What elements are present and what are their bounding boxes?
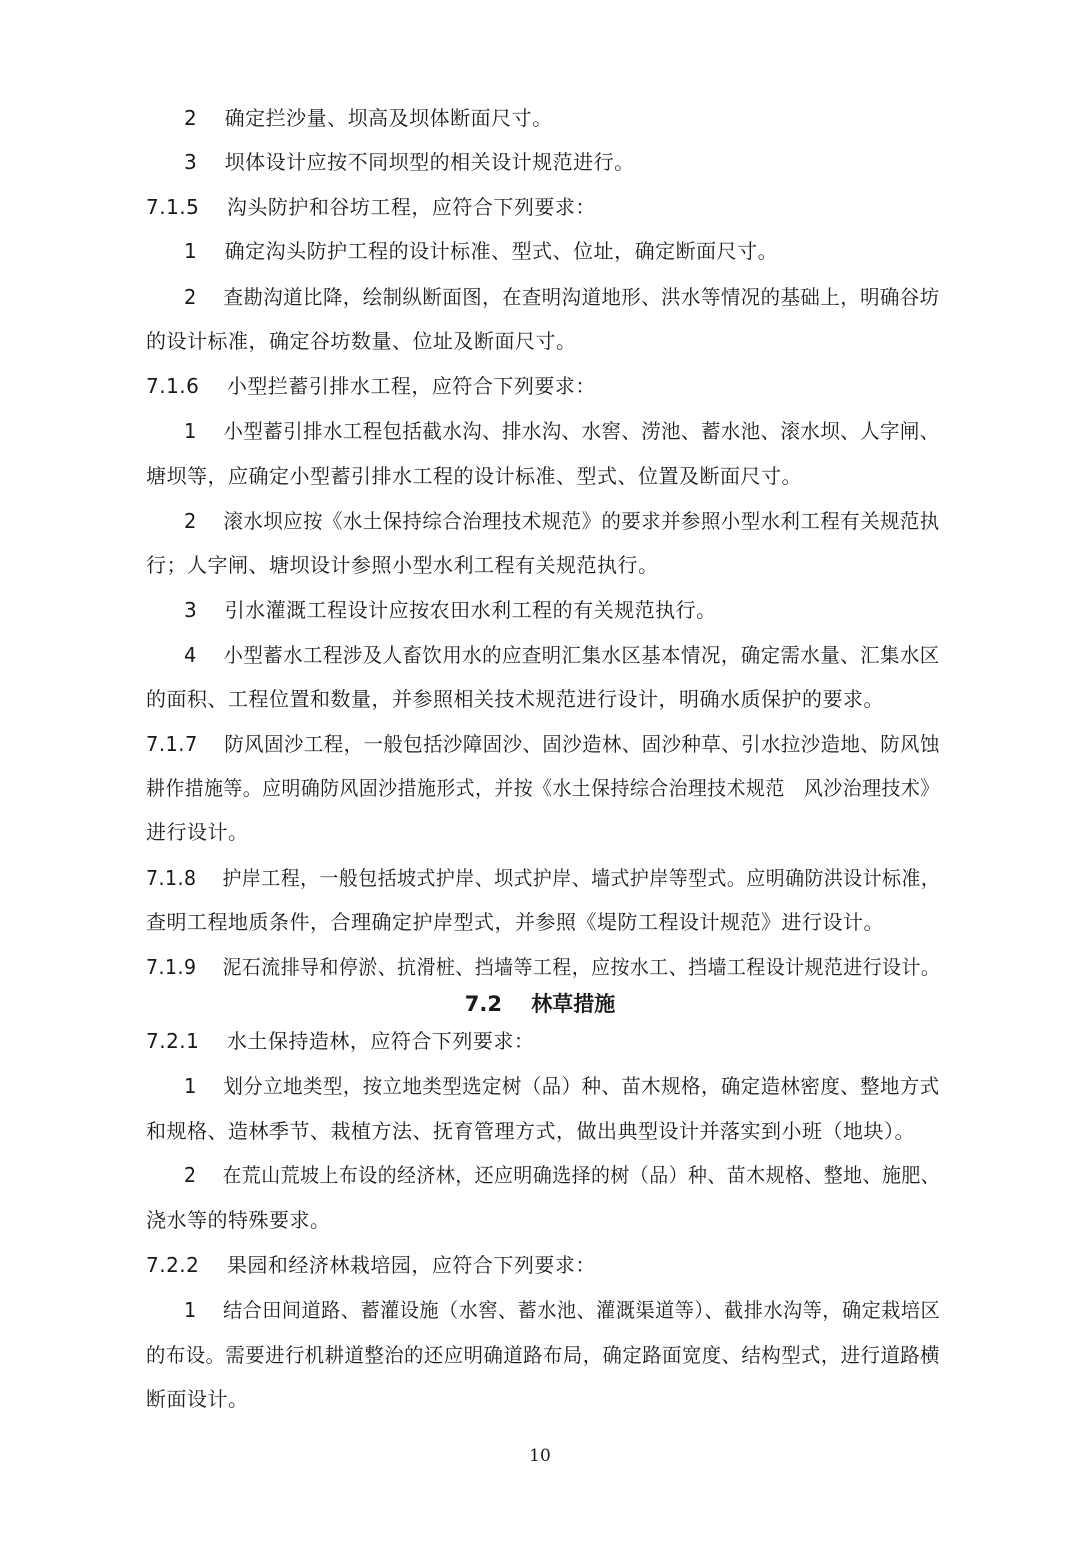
item-number: 2 (184, 1163, 197, 1187)
clause-number: 7.1.9 (146, 955, 197, 979)
clause (146, 732, 940, 756)
item-number: 3 (184, 598, 198, 622)
continuation-line: 浇水等的特殊要求。 (146, 1208, 331, 1232)
item-text: 小型蓄引排水工程包括截水沟、排水沟、水窖、涝池、蓄水池、滚水坝、人字闸、 (223, 419, 940, 443)
continuation-line: 耕作措施等。应明确防风固沙措施形式，并按《水土保持综合治理技术规范 风沙治理技术》 (146, 776, 940, 800)
clause-number: 7.1.5 (146, 195, 200, 219)
continuation-line: 的面积、工程位置和数量，并参照相关技术规范进行设计，明确水质保护的要求。 (146, 687, 884, 711)
item-text: 引水灌溉工程设计应按农田水利工程的有关规范执行。 (224, 598, 717, 622)
clause-number: 7.2.2 (146, 1253, 200, 1277)
clause-number: 7.1.7 (146, 732, 198, 756)
item-number: 1 (184, 239, 198, 263)
section-heading (0, 991, 1080, 1017)
list-item (184, 419, 940, 443)
list-item (184, 150, 635, 174)
item-number: 2 (184, 106, 198, 130)
item-number: 3 (184, 150, 198, 174)
list-item (184, 643, 940, 667)
clause-number: 7.2.1 (146, 1029, 200, 1053)
clause-text: 护岸工程，一般包括坡式护岸、坝式护岸、墙式护岸等型式。应明确防洪设计标准， (222, 866, 941, 890)
item-number: 1 (184, 1074, 197, 1098)
clause-text: 沟头防护和谷坊工程，应符合下列要求： (226, 195, 596, 219)
clause-text: 果园和经济林栽培园，应符合下列要求： (226, 1253, 596, 1277)
item-text: 确定沟头防护工程的设计标准、型式、位址，确定断面尺寸。 (224, 239, 779, 263)
continuation-line: 的布设。需要进行机耕道整治的还应明确道路布局，确定路面宽度、结构型式，进行道路横 (146, 1343, 940, 1367)
item-number: 1 (184, 1298, 197, 1322)
continuation-line: 行；人字闸、塘坝设计参照小型水利工程有关规范执行。 (146, 553, 659, 577)
continuation-line: 塘坝等，应确定小型蓄引排水工程的设计标准、型式、位置及断面尺寸。 (146, 464, 802, 488)
clause (146, 955, 940, 979)
item-text: 滚水坝应按《水土保持综合治理技术规范》的要求并参照小型水利工程有关规范执 (223, 509, 940, 533)
list-item (184, 285, 940, 309)
item-text: 划分立地类型，按立地类型选定树（品）种、苗木规格，确定造林密度、整地方式 (223, 1074, 940, 1098)
clause (146, 195, 596, 219)
continuation-line: 进行设计。 (146, 820, 249, 844)
clause (146, 1029, 534, 1053)
clause-text: 泥石流排导和停淤、抗滑桩、挡墙等工程，应按水工、挡墙工程设计规范进行设计。 (222, 955, 941, 979)
list-item (184, 106, 553, 130)
list-item (184, 239, 778, 263)
item-number: 2 (184, 285, 197, 309)
clause-text: 防风固沙工程，一般包括沙障固沙、固沙造林、固沙种草、引水拉沙造地、防风蚀 (224, 732, 940, 756)
clause-number: 7.1.6 (146, 374, 200, 398)
section-title: 林草措施 (531, 992, 616, 1016)
section-number: 7.2 (464, 992, 502, 1016)
clause (146, 1253, 596, 1277)
continuation-line: 和规格、造林季节、栽植方法、抚育管理方式，做出典型设计并落实到小班（地块）。 (146, 1119, 915, 1143)
clause (146, 374, 596, 398)
clause-number: 7.1.8 (146, 866, 197, 890)
item-text: 查勘沟道比降，绘制纵断面图，在查明沟道地形、洪水等情况的基础上，明确谷坊 (223, 285, 940, 309)
item-text: 坝体设计应按不同坝型的相关设计规范进行。 (224, 150, 635, 174)
item-text: 在荒山荒坡上布设的经济林，还应明确选择的树（品）种、苗木规格、整地、施肥、 (222, 1163, 941, 1187)
continuation-line: 的设计标准，确定谷坊数量、位址及断面尺寸。 (146, 329, 577, 353)
clause-text: 小型拦蓄引排水工程，应符合下列要求： (226, 374, 596, 398)
list-item (184, 1074, 940, 1098)
item-number: 2 (184, 509, 197, 533)
item-text: 结合田间道路、蓄灌设施（水窖、蓄水池、灌溉渠道等）、截排水沟等，确定栽培区 (222, 1298, 941, 1322)
page-number: 10 (529, 1446, 551, 1466)
item-text: 确定拦沙量、坝高及坝体断面尺寸。 (224, 106, 553, 130)
list-item (184, 1298, 940, 1322)
continuation-line: 断面设计。 (146, 1387, 249, 1411)
list-item (184, 509, 940, 533)
item-number: 1 (184, 419, 197, 443)
item-number: 4 (184, 643, 197, 667)
continuation-line: 查明工程地质条件，合理确定护岸型式，并参照《堤防工程设计规范》进行设计。 (146, 910, 884, 934)
clause (146, 866, 940, 890)
list-item (184, 598, 717, 622)
item-text: 小型蓄水工程涉及人畜饮用水的应查明汇集水区基本情况，确定需水量、汇集水区 (223, 643, 940, 667)
clause-text: 水土保持造林，应符合下列要求： (226, 1029, 535, 1053)
list-item (184, 1163, 940, 1187)
